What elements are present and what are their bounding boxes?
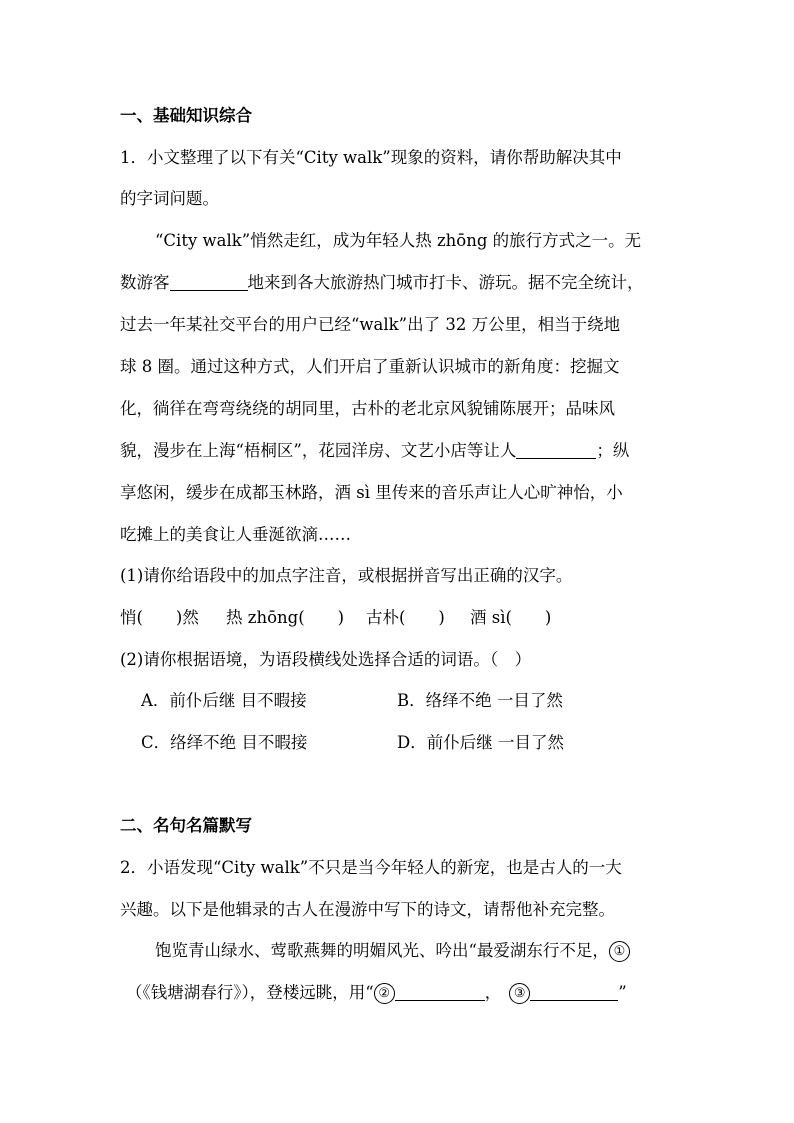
passage-line-7: 享悠闲，缓步在成都玉林路，酒 sì 里传来的音乐声让人心旷神怡，小	[120, 483, 623, 502]
option-b[interactable]: B．络绎不绝 一目了然	[397, 691, 563, 710]
passage-line-3: 过去一年某社交平台的用户已经“walk”出了 32 万公里，相当于绕地	[120, 315, 621, 334]
fill-item-2[interactable]: 热 zhōng( )	[226, 608, 345, 627]
answer-blank-1[interactable]	[170, 272, 248, 291]
question-2-line-2: 兴趣。以下是他辑录的古人在漫游中写下的诗文，请帮他补充完整。	[120, 900, 615, 919]
passage-line-8: 吃摊上的美食让人垂涎欲滴……	[120, 525, 351, 544]
question-1-line-1	[120, 146, 622, 170]
poem-passage-line-1: 饱览青山绿水、莺歌燕舞的明媚风光、吟出“最爱湖东行不足， ①	[155, 939, 630, 963]
passage-line-6: 貌，漫步在上海“梧桐区”，花园洋房、文艺小店等让人 ；纵	[120, 441, 630, 460]
question-1-line-2: 的字词问题。	[120, 189, 219, 208]
passage-line-2: 数游客 地来到各大旅游热门城市打卡、游玩。据不完全统计，	[120, 273, 644, 292]
answer-blank-2[interactable]	[516, 440, 596, 459]
question-number: 1．	[120, 148, 147, 167]
question-2-line-1	[120, 856, 622, 880]
blank-number-2: ②	[374, 983, 395, 1004]
passage-line-5: 化，徜徉在弯弯绕绕的胡同里，古朴的老北京风貌铺陈展开；品味风	[120, 399, 615, 418]
question-number: 2．	[120, 858, 147, 877]
answer-blank-poem-2[interactable]	[395, 982, 485, 1001]
option-a[interactable]: A．前仆后继 目不暇接	[141, 691, 307, 710]
question-text: 小文整理了以下有关“City walk”现象的资料，请你帮助解决其中	[147, 148, 622, 167]
blank-number-3: ③	[509, 983, 530, 1004]
fill-item-3[interactable]: 古朴( )	[366, 608, 445, 627]
option-c[interactable]: C．络绎不绝 目不暇接	[141, 733, 308, 752]
fill-item-4[interactable]: 酒 sì( )	[470, 608, 552, 627]
section-heading-1: 一、基础知识综合	[120, 106, 252, 125]
fill-item-1[interactable]: 悄( )然	[120, 608, 199, 627]
poem-passage-line-2: （《钱塘湖春行》），登楼远眺，用“ ② ， ③ ”	[126, 983, 627, 1002]
answer-blank-poem-3[interactable]	[530, 982, 618, 1001]
blank-number-1: ①	[609, 941, 630, 962]
passage-line-4: 球 8 圈。通过这种方式，人们开启了重新认识城市的新角度：挖掘文	[120, 357, 620, 376]
passage-line-1: “City walk”悄然走红，成为年轻人热 zhōng 的旅行方式之一。无	[155, 231, 642, 250]
sub-question-2: (2)请你根据语境，为语段横线处选择合适的词语。（ ）	[120, 650, 532, 669]
question-text: 小语发现“City walk”不只是当今年轻人的新宠，也是古人的一大	[147, 858, 622, 877]
section-heading-2: 二、名句名篇默写	[120, 816, 252, 835]
sub-question-1: (1)请你给语段中的加点字注音，或根据拼音写出正确的汉字。	[120, 566, 573, 585]
option-d[interactable]: D．前仆后继 一目了然	[397, 733, 564, 752]
